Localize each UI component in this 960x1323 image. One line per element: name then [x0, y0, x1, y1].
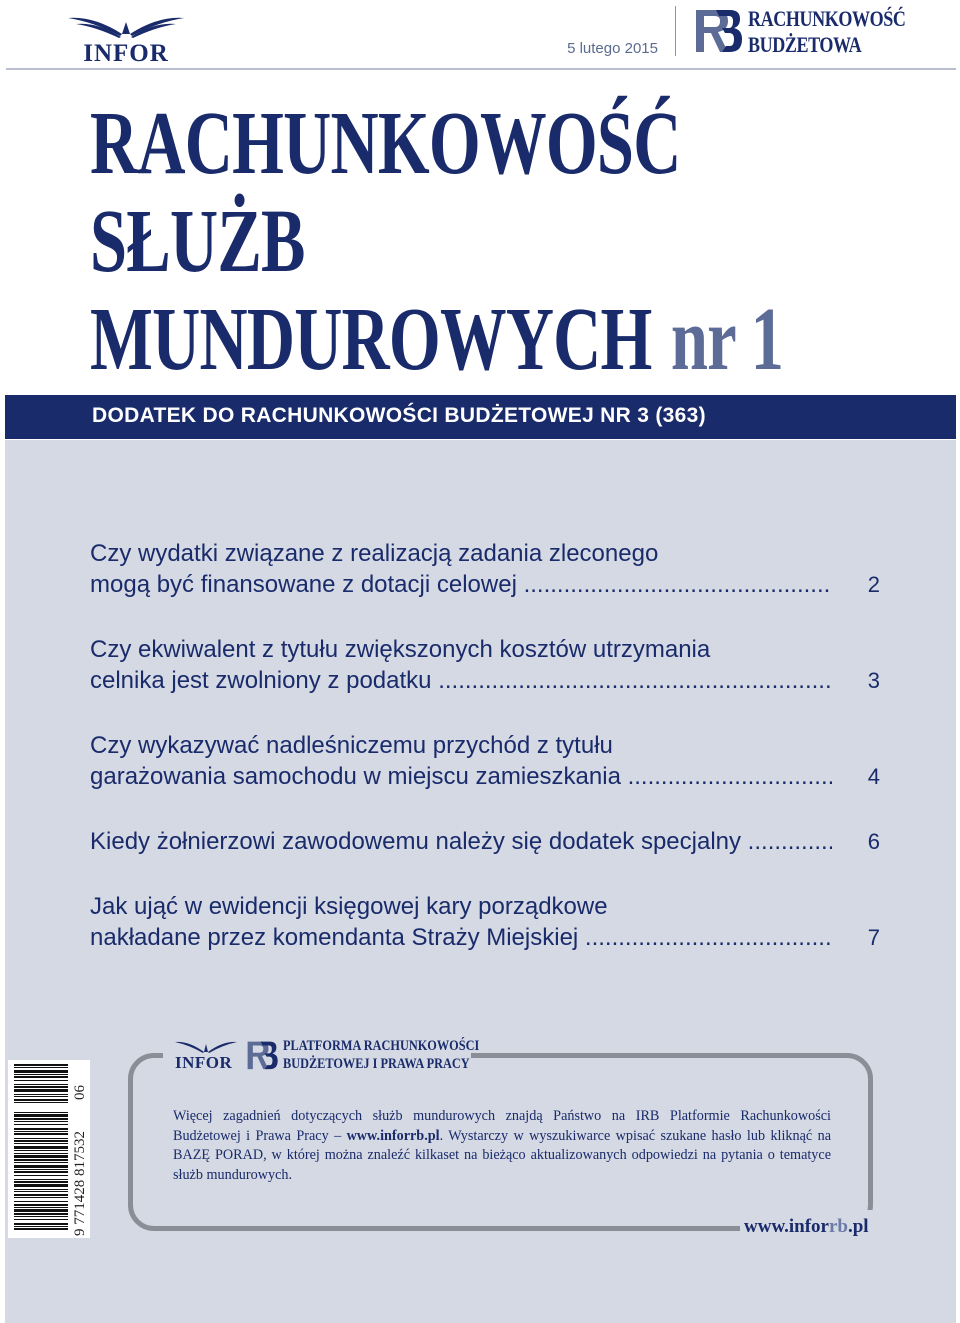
toc-entry-line: Kiedy żołnierzowi zawodowemu należy się dodatek specjalny ..... — [90, 826, 832, 857]
barcode-bar — [14, 1102, 68, 1103]
toc-entry-line: mogą być finansowane z dotacji celowej ..... — [90, 569, 832, 600]
barcode-bar — [14, 1169, 68, 1170]
barcode-bar — [14, 1155, 68, 1158]
barcode-bar — [14, 1226, 68, 1227]
barcode-bar — [14, 1067, 68, 1068]
barcode-bar — [14, 1197, 68, 1198]
barcode-bar — [14, 1216, 68, 1217]
platform-text-link[interactable]: www.inforrb.pl — [346, 1127, 440, 1144]
barcode-bar — [14, 1074, 68, 1075]
barcode-bar — [14, 1084, 68, 1085]
title-line-1: RACHUNKOWOŚĆ — [90, 94, 681, 193]
infor-logo — [64, 12, 188, 67]
rb-monogram-icon — [692, 6, 744, 58]
barcode-bar — [14, 1064, 68, 1066]
toc-page-number: 4 — [867, 764, 880, 789]
title-line-2: SŁUŻB — [90, 192, 305, 291]
title-line-3-text: MUNDUROWYCH — [90, 290, 652, 389]
barcode-bar — [14, 1138, 68, 1139]
barcode-bar — [14, 1223, 68, 1225]
toc-entry-line: Czy wykazywać nadleśniczemu przychód z tytułu — [90, 732, 613, 759]
toc-page-number: 7 — [867, 925, 880, 950]
barcode-bar — [14, 1089, 68, 1092]
barcode-bar — [14, 1204, 68, 1206]
banner-text: DODATEK DO RACHUNKOWOŚCI BUDŻETOWEJ NR 3 (363) — [92, 404, 706, 427]
barcode-bar — [14, 1114, 68, 1117]
platform-title-line2: BUDŻETOWEJ I PRAWA PRACY — [283, 1056, 470, 1072]
toc-entry[interactable] — [90, 538, 880, 600]
url-suffix: .pl — [847, 1216, 869, 1237]
barcode-addon: 06 — [72, 1085, 88, 1100]
toc-page-number: 6 — [867, 829, 880, 854]
barcode-bar — [14, 1209, 68, 1212]
barcode-bar — [14, 1153, 68, 1154]
barcode-bar — [14, 1128, 68, 1130]
infor-wordmark: INFOR — [83, 40, 169, 67]
barcode-bar — [14, 1146, 68, 1149]
url-accent: rb — [828, 1216, 848, 1237]
toc-entry-line: garażowania samochodu w miejscu zamieszkania ..... — [90, 761, 832, 792]
toc-entry[interactable] — [90, 826, 880, 857]
barcode-digits: 9 771428 817532 — [72, 1131, 88, 1236]
barcode-bar — [14, 1143, 68, 1144]
barcode-bar — [14, 1150, 68, 1151]
contents-panel — [5, 440, 956, 1323]
toc-entry-line: Czy ekwiwalent z tytułu zwiększonych kosztów utrzymania — [90, 636, 711, 663]
barcode-bar — [14, 1162, 68, 1163]
barcode-bar — [14, 1159, 68, 1161]
toc-entry[interactable] — [90, 634, 880, 696]
barcode-bar — [14, 1181, 68, 1183]
barcode-bar — [14, 1165, 68, 1168]
barcode-bar — [14, 1124, 68, 1125]
barcode-bar — [14, 1096, 68, 1097]
platform-text-part1: Więcej zagadnień dotyczących służb mundurowych znajdą Państwo na IRB Platformie Rachunkowości Budżetowej i Prawa Pracy – — [173, 1108, 831, 1144]
rb-title-line1: RACHUNKOWOŚĆ — [748, 6, 906, 31]
platform-title — [283, 1037, 479, 1073]
header-rule — [6, 68, 956, 70]
platform-description — [173, 1107, 831, 1185]
barcode-bar — [14, 1076, 68, 1078]
rb-title — [748, 6, 905, 58]
toc-entry[interactable] — [90, 891, 880, 953]
rb-title-line2: BUDŻETOWA — [748, 32, 862, 57]
barcode-bar — [14, 1080, 68, 1081]
toc-entry-line: celnika jest zwolniony z podatku ..... — [90, 665, 832, 696]
infor-wordmark: INFOR — [175, 1053, 233, 1072]
barcode-bar — [14, 1189, 68, 1190]
toc-entry-line: Czy wydatki związane z realizacją zadania zleconego — [90, 540, 659, 567]
supplement-banner — [5, 395, 956, 439]
issn-barcode — [8, 1060, 90, 1238]
issue-number: nr 1 — [670, 290, 784, 389]
barcode-bar — [14, 1213, 68, 1215]
platform-logos — [163, 1036, 480, 1078]
barcode-bar — [14, 1191, 68, 1192]
barcode-bar — [14, 1099, 68, 1101]
barcode-bar — [14, 1207, 68, 1208]
barcode-bar — [14, 1194, 68, 1196]
toc-entry-line: Jak ująć w ewidencji księgowej kary porządkowe — [90, 893, 608, 920]
barcode-bar — [14, 1094, 68, 1095]
toc-entry-line: nakładane przez komendanta Straży Miejskiej ..... — [90, 922, 832, 953]
barcode-bar — [14, 1133, 68, 1135]
barcode-bar — [14, 1140, 68, 1142]
platform-title-line1: PLATFORMA RACHUNKOWOŚCI — [283, 1038, 480, 1054]
url-prefix: www.infor — [744, 1216, 829, 1237]
barcode-bar — [14, 1131, 68, 1132]
toc-page-number: 3 — [867, 668, 880, 693]
barcode-bar — [14, 1228, 68, 1230]
toc-page-number: 2 — [867, 572, 880, 597]
barcode-bar — [14, 1175, 68, 1176]
barcode-bar — [14, 1171, 68, 1173]
barcode-bar — [14, 1112, 68, 1113]
barcode-bar — [14, 1070, 68, 1073]
barcode-bar — [14, 1219, 68, 1220]
infor-birds-icon — [64, 12, 188, 40]
barcode-bar — [14, 1179, 68, 1180]
barcode-bar — [14, 1086, 68, 1088]
barcode-bar — [14, 1184, 68, 1187]
rachunkowosc-budzetowa-logo — [692, 4, 920, 60]
barcode-bar — [14, 1118, 68, 1120]
barcode-bar — [14, 1121, 68, 1122]
barcode-bar — [14, 1201, 68, 1202]
title-line-3 — [90, 292, 783, 388]
toc-entry[interactable] — [90, 730, 880, 792]
platform-url-link[interactable] — [744, 1216, 869, 1238]
header-divider — [675, 6, 676, 56]
issue-date: 5 lutego 2015 — [567, 40, 658, 57]
platform-text-part2: . Wystarczy w wyszukiwarce wpisać szukane hasło lub kliknąć na BAZĘ PORAD, w której można znaleźć kilkaset na bieżąco aktualizowanych odpowiedzi na pytania o tematyce służb mundurowych. — [173, 1127, 831, 1183]
rb-monogram-icon — [245, 1038, 279, 1074]
platform-url-box — [740, 1210, 885, 1246]
